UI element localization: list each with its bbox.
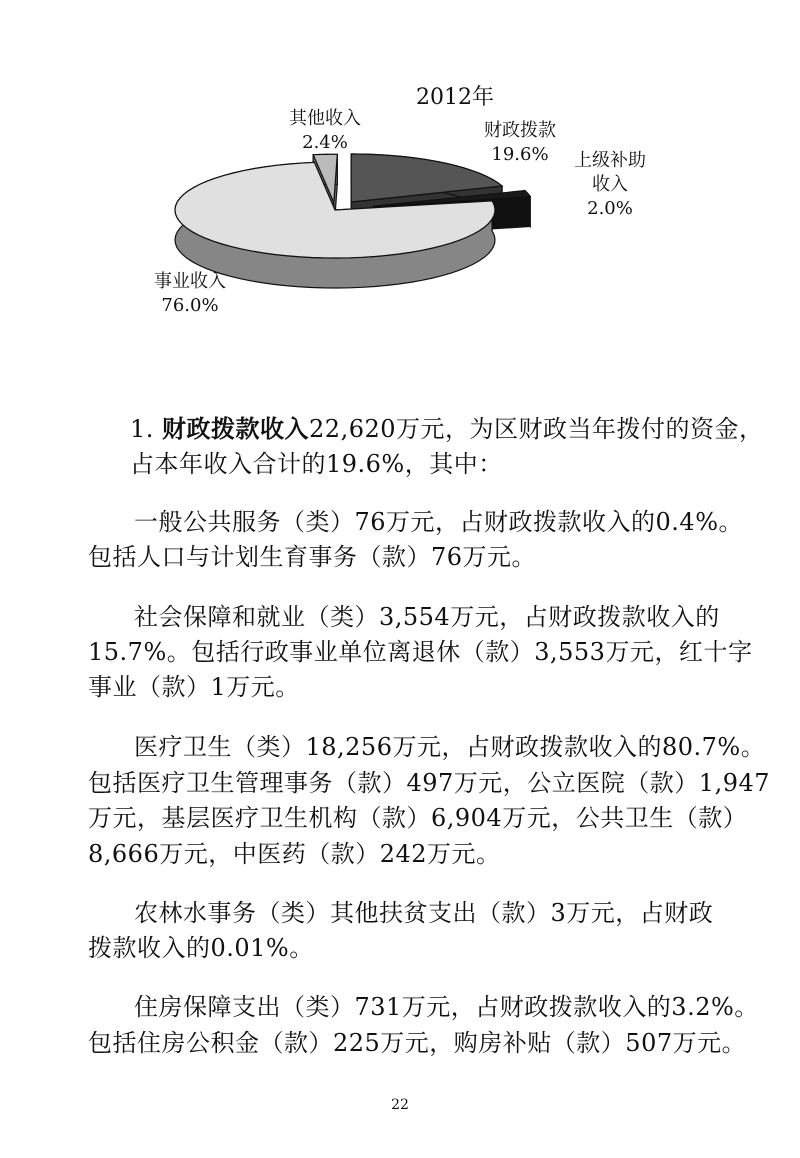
text-segment: 住房保障支出（类）731万元，占财政拨款收入的3.2%。 — [134, 993, 759, 1021]
text-segment: 拨款收入的0.01%。 — [88, 934, 314, 962]
slice-label-0: 财政拨款 — [484, 120, 556, 141]
text-segment: 医疗卫生（类）18,256万元，占财政拨款收入的80.7%。 — [134, 733, 766, 761]
page-number: 22 — [391, 1097, 409, 1113]
text-segment: 社会保障和就业（类）3,554万元，占财政拨款收入的 — [134, 603, 720, 631]
paragraph-0-line-0 — [130, 412, 764, 446]
text-segment: 包括医疗卫生管理事务（款）497万元，公立医院（款）1,947 — [88, 769, 771, 797]
slice-value-label-1: 2.0% — [587, 198, 633, 219]
text-segment: 万元，基层医疗卫生机构（款）6,904万元，公共卫生（款） — [88, 804, 748, 832]
paragraph-1-line-1 — [88, 540, 536, 574]
slice-label-3: 其他收入 — [289, 108, 361, 129]
bold-heading-text: 财政拨款收入 — [162, 414, 310, 443]
text-segment: 包括人口与计划生育事务（款）76万元。 — [88, 543, 537, 571]
paragraph-5-line-1 — [88, 1026, 746, 1060]
text-segment: 15.7%。包括行政事业单位离退休（款）3,553万元，红十字 — [88, 638, 753, 666]
text-segment: 一般公共服务（类）76万元，占财政拨款收入的0.4%。 — [134, 508, 744, 536]
text-segment: 农林水事务（类）其他扶贫支出（款）3万元，占财政 — [134, 899, 714, 927]
slice-value-label-0: 19.6% — [491, 144, 549, 165]
paragraph-5-line-0 — [134, 990, 759, 1024]
text-segment: 1. — [130, 415, 163, 443]
paragraph-0-line-1 — [130, 447, 503, 481]
paragraph-1-line-0 — [134, 505, 743, 539]
text-segment: 事业（款）1万元。 — [88, 673, 300, 701]
slice-value-label-2: 76.0% — [161, 295, 219, 316]
paragraph-4-line-1 — [88, 931, 314, 965]
paragraph-2-line-2 — [88, 670, 300, 704]
slice-label-1: 收入 — [592, 174, 628, 195]
paragraph-2-line-1 — [88, 635, 752, 669]
slice-value-label-3: 2.4% — [302, 132, 348, 153]
slice-label-1: 上级补助 — [574, 150, 646, 171]
paragraph-4-line-0 — [134, 896, 713, 930]
paragraph-3-line-2 — [88, 801, 747, 835]
paragraph-2-line-0 — [134, 600, 720, 634]
slice-label-2: 事业收入 — [154, 271, 226, 292]
paragraph-3-line-3 — [88, 837, 501, 871]
paragraph-3-line-1 — [88, 766, 770, 800]
paragraph-3-line-0 — [134, 730, 765, 764]
chart-title: 2012年 — [416, 85, 494, 110]
revenue-pie-chart — [0, 0, 800, 380]
text-segment: 8,666万元，中医药（款）242万元。 — [88, 840, 501, 868]
text-segment: 包括住房公积金（款）225万元，购房补贴（款）507万元。 — [88, 1029, 747, 1057]
text-segment: 占本年收入合计的19.6%，其中： — [130, 450, 503, 478]
text-segment: 22,620万元，为区财政当年拨付的资金， — [309, 415, 764, 443]
